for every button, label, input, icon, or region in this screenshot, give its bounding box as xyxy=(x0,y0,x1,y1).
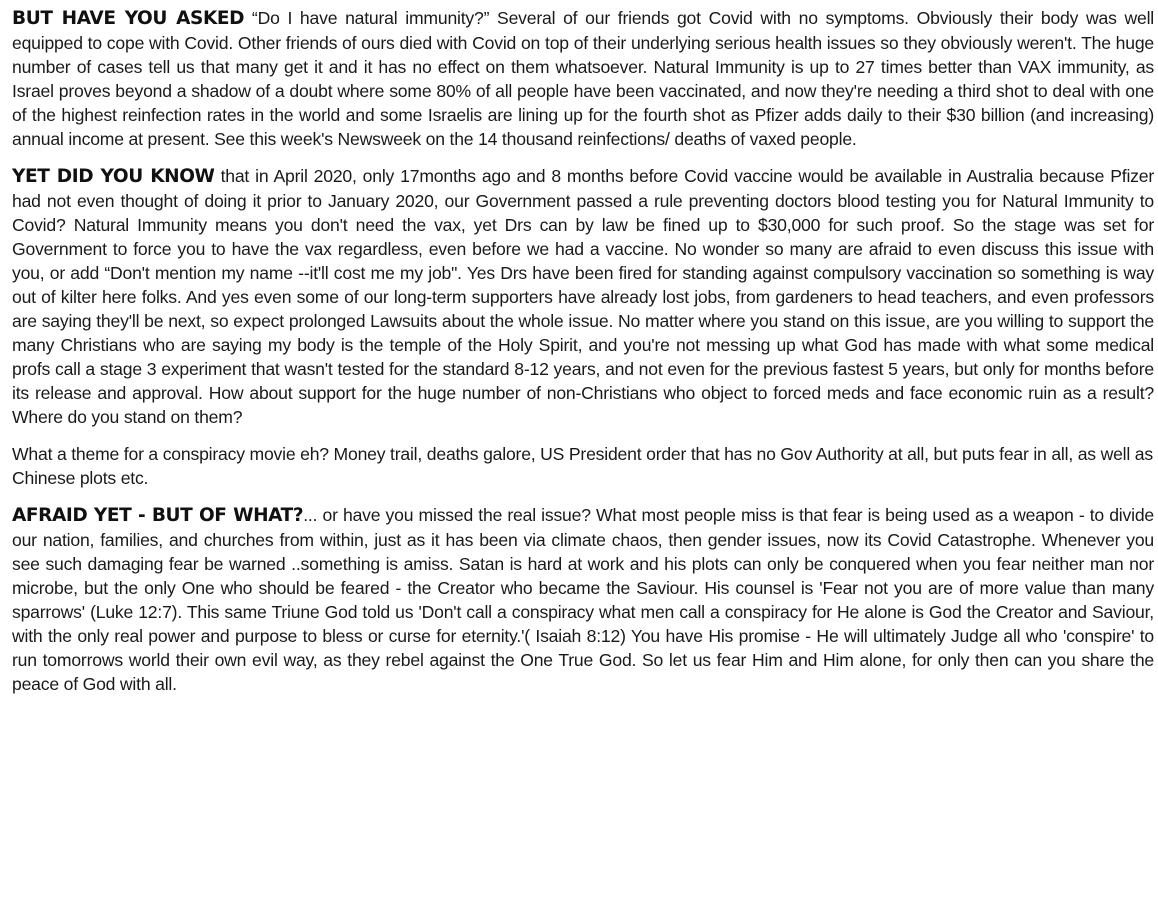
document-page xyxy=(12,6,1154,709)
paragraph-heading-yet-did-you-know: YET DID YOU KNOW xyxy=(12,166,215,187)
paragraph-body: that in April 2020, only 17months ago and 8 months before Covid vaccine would be available in Australia because Pfizer had not even thought of doing it prior to January 2020, our Government passed a rule preventing doctors blood testing you for Natural Immunity to Covid? Natural Immunity means you don't need the vax, yet Drs can by law be fined up to $30,000 for such proof. So the stage was set for Government to force you to have the vax regardless, even before we had a vaccine. No wonder so many are afraid to even discuss this issue with you, or add “Don't mention my name --it'll cost me my job". Yes Drs have been fired for standing against compulsory vaccination so something is way out of kilter here folks. And yes even some of our long-term supporters have already lost jobs, from gardeners to head teachers, and even professors are saying they'll be next, so expect prolonged Lawsuits about the whole issue. No matter where you stand on this issue, are you willing to support the many Christians who are saying my body is the temple of the Holy Spirit, and you're not messing up what God has made with what some medical profs call a stage 3 experiment that wasn't tested for the standard 8-12 years, and not even for the previous fastest 5 years, but only for months before its release and approval. How about support for the huge number of non-Christians who object to forced meds and face economic ruin as a result? Where do you stand on them? xyxy=(12,166,1155,427)
paragraph-conspiracy-movie xyxy=(12,442,1154,490)
paragraph-body: “Do I have natural immunity?” Several of our friends got Covid with no symptoms. Obviously their body was well equipped to cope with Covid. Other friends of ours died with Covid on top of their underlying serious health issues so they obviously weren't. The huge number of cases tell us that many get it and it has no effect on them whatsoever. Natural Immunity is up to 27 times better than VAX immunity, as Israel proves beyond a shadow of a doubt where some 80% of all people have been vaccinated, and now they're needing a third shot to deal with one of the highest reinfection rates in the world and some Israelis are lining up for the fourth shot as Pfizer adds daily to their $30 billion (and increasing) annual income at present. See this week's Newsweek on the 14 thousand reinfections/ deaths of vaxed people. xyxy=(12,8,1154,149)
paragraph-did-you-know xyxy=(12,164,1154,429)
paragraph-afraid-yet xyxy=(12,503,1154,696)
paragraph-heading-afraid-yet: AFRAID YET - BUT OF WHAT? xyxy=(12,505,304,526)
paragraph-natural-immunity xyxy=(12,6,1154,151)
paragraph-heading-but-have-you-asked: BUT HAVE YOU ASKED xyxy=(12,8,245,29)
paragraph-body: What a theme for a conspiracy movie eh? Money trail, deaths galore, US President order that has no Gov Authority at all, but puts fear in all, as well as Chinese plots etc. xyxy=(12,444,1153,488)
paragraph-body: ... or have you missed the real issue? What most people miss is that fear is being used as a weapon - to divide our nation, families, and churches from within, just as it has been via climate chaos, then gender issues, now its Covid Catastrophe. Whenever you see such damaging fear be warned ..something is amiss. Satan is hard at work and his plots can only be conquered when you fear neither man nor microbe, but the only One who should be feared - the Creator who became the Saviour. His counsel is 'Fear not you are of more value than many sparrows' (Luke 12:7). This same Triune God told us 'Don't call a conspiracy what men call a conspiracy for He alone is God the Creator and Saviour, with the only real power and purpose to bless or curse for eternity.'( Isaiah 8:12) You have His promise - He will ultimately Judge all who 'conspire' to run tomorrows world their own evil way, as they rebel against the One True God. So let us fear Him and Him alone, for only then can you share the peace of God with all. xyxy=(12,505,1154,694)
